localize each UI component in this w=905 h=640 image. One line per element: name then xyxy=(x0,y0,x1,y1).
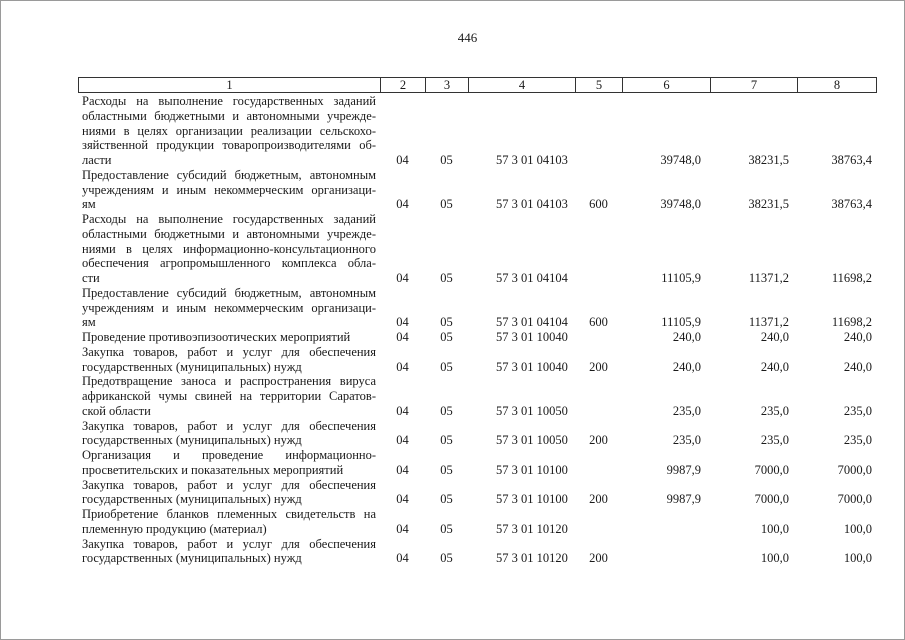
table-row xyxy=(78,537,876,567)
subsection-code: 05 xyxy=(440,492,453,507)
amount-year-3: 7000,0 xyxy=(837,462,872,477)
description-line: ниями в целях организации реализации сельскохо- xyxy=(82,123,376,138)
table-row xyxy=(78,374,876,418)
description-line: Расходы на выполнение государственных заданий xyxy=(82,212,376,226)
target-article-code: 57 3 01 10100 xyxy=(496,462,568,477)
amount-year-1: 235,0 xyxy=(672,403,701,418)
description-line: областными бюджетными и автономными учрежде- xyxy=(82,108,376,123)
page-number: 446 xyxy=(457,30,478,45)
amount-year-2: 38231,5 xyxy=(748,153,789,167)
description-line: ласти xyxy=(82,153,112,167)
subsection-code: 05 xyxy=(440,330,453,344)
amount-year-1: 240,0 xyxy=(672,359,701,374)
amount-year-2: 7000,0 xyxy=(754,462,789,477)
table-row xyxy=(78,478,876,508)
description-line: государственных (муниципальных) нужд xyxy=(82,492,302,507)
row-description xyxy=(78,537,380,567)
description-line: Приобретение бланков племенных свидетельств на xyxy=(82,507,376,521)
amount-year-3: 235,0 xyxy=(843,433,872,448)
description-line: Расходы на выполнение государственных заданий xyxy=(82,94,376,108)
amount-year-2: 11371,2 xyxy=(748,271,789,285)
subsection-code: 05 xyxy=(440,433,453,448)
section-code: 04 xyxy=(396,359,409,374)
table-body xyxy=(78,94,876,566)
table-row xyxy=(78,507,876,537)
description-line: Предоставление субсидий бюджетным, автономным xyxy=(82,285,376,300)
target-article-code: 57 3 01 04104 xyxy=(496,271,568,285)
amount-year-3: 11698,2 xyxy=(831,271,872,285)
amount-year-2: 7000,0 xyxy=(754,492,789,507)
amount-year-2: 100,0 xyxy=(760,521,789,536)
row-description xyxy=(78,478,380,508)
row-description xyxy=(78,507,380,537)
row-description xyxy=(78,94,380,168)
table-row xyxy=(78,419,876,449)
table-row xyxy=(78,168,876,212)
amount-year-3: 240,0 xyxy=(843,330,872,344)
section-code: 04 xyxy=(396,197,409,212)
row-description xyxy=(78,168,380,212)
expense-type-code: 200 xyxy=(589,359,608,374)
amount-year-1: 11105,9 xyxy=(661,271,701,285)
amount-year-1: 235,0 xyxy=(672,433,701,448)
amount-year-3: 100,0 xyxy=(843,551,872,566)
header-col-3: 3 xyxy=(426,78,469,92)
amount-year-3: 7000,0 xyxy=(837,492,872,507)
description-line: ям xyxy=(82,197,96,212)
header-col-5: 5 xyxy=(576,78,623,92)
subsection-code: 05 xyxy=(440,359,453,374)
row-description xyxy=(78,212,380,286)
description-line: Закупка товаров, работ и услуг для обеспечения xyxy=(82,344,376,359)
header-col-1: 1 xyxy=(79,78,381,92)
amount-year-2: 235,0 xyxy=(760,433,789,448)
section-code: 04 xyxy=(396,521,409,536)
description-line: государственных (муниципальных) нужд xyxy=(82,551,302,566)
description-line: ям xyxy=(82,315,96,330)
amount-year-1: 240,0 xyxy=(672,330,701,344)
target-article-code: 57 3 01 04103 xyxy=(496,197,568,212)
section-code: 04 xyxy=(396,492,409,507)
amount-year-2: 235,0 xyxy=(760,403,789,418)
section-code: 04 xyxy=(396,153,409,167)
row-description xyxy=(78,345,380,375)
subsection-code: 05 xyxy=(440,551,453,566)
table-row xyxy=(78,448,876,478)
row-description xyxy=(78,448,380,478)
amount-year-1: 39748,0 xyxy=(660,153,701,167)
table-row xyxy=(78,330,876,345)
target-article-code: 57 3 01 10050 xyxy=(496,433,568,448)
row-description xyxy=(78,330,380,345)
description-line: областными бюджетными и автономными учрежде- xyxy=(82,226,376,241)
amount-year-3: 38763,4 xyxy=(831,197,872,212)
description-line: Закупка товаров, работ и услуг для обеспечения xyxy=(82,536,376,551)
section-code: 04 xyxy=(396,271,409,285)
description-line: Организация и проведение информационно- xyxy=(82,448,376,462)
expense-type-code: 600 xyxy=(589,315,608,330)
expense-type-code: 600 xyxy=(589,197,608,212)
description-line: ниями в целях информационно-консультационного xyxy=(82,241,376,256)
description-line: учреждениям и иным некоммерческим организаци- xyxy=(82,300,376,315)
row-description xyxy=(78,286,380,330)
subsection-code: 05 xyxy=(440,521,453,536)
description-line: Предоставление субсидий бюджетным, автономным xyxy=(82,167,376,182)
subsection-code: 05 xyxy=(440,462,453,477)
description-line: Закупка товаров, работ и услуг для обеспечения xyxy=(82,418,376,433)
amount-year-3: 38763,4 xyxy=(831,153,872,167)
amount-year-1: 9987,9 xyxy=(666,492,701,507)
section-code: 04 xyxy=(396,315,409,330)
amount-year-1: 9987,9 xyxy=(666,462,701,477)
subsection-code: 05 xyxy=(440,315,453,330)
target-article-code: 57 3 01 10040 xyxy=(496,330,568,344)
section-code: 04 xyxy=(396,551,409,566)
table-row xyxy=(78,345,876,375)
section-code: 04 xyxy=(396,433,409,448)
description-line: просветительских и показательных мероприятий xyxy=(82,462,344,477)
expense-type-code: 200 xyxy=(589,492,608,507)
table-row xyxy=(78,212,876,286)
subsection-code: 05 xyxy=(440,271,453,285)
target-article-code: 57 3 01 10050 xyxy=(496,403,568,418)
row-description xyxy=(78,419,380,449)
amount-year-3: 240,0 xyxy=(843,359,872,374)
amount-year-2: 11371,2 xyxy=(748,315,789,330)
target-article-code: 57 3 01 10040 xyxy=(496,359,568,374)
description-line: государственных (муниципальных) нужд xyxy=(82,433,302,448)
description-line: племенную продукцию (материал) xyxy=(82,521,267,536)
header-col-7: 7 xyxy=(711,78,798,92)
expense-type-code: 200 xyxy=(589,433,608,448)
description-line: Предотвращение заноса и распространения вируса xyxy=(82,374,376,389)
row-description xyxy=(78,374,380,418)
subsection-code: 05 xyxy=(440,197,453,212)
amount-year-2: 100,0 xyxy=(760,551,789,566)
description-line: ской области xyxy=(82,403,151,418)
amount-year-2: 38231,5 xyxy=(748,197,789,212)
description-line: африканской чумы свиней на территории Саратов- xyxy=(82,389,376,403)
header-col-2: 2 xyxy=(381,78,426,92)
description-line: сти xyxy=(82,271,100,285)
target-article-code: 57 3 01 10120 xyxy=(496,521,568,536)
target-article-code: 57 3 01 10100 xyxy=(496,492,568,507)
table-header-row xyxy=(78,77,877,93)
amount-year-3: 100,0 xyxy=(843,521,872,536)
header-col-8: 8 xyxy=(833,78,841,92)
description-line: государственных (муниципальных) нужд xyxy=(82,359,302,374)
header-col-6: 6 xyxy=(623,78,711,92)
table-row xyxy=(78,286,876,330)
subsection-code: 05 xyxy=(440,153,453,167)
description-line: Проведение противоэпизоотических мероприятий xyxy=(82,330,351,344)
description-line: Закупка товаров, работ и услуг для обеспечения xyxy=(82,477,376,492)
target-article-code: 57 3 01 04103 xyxy=(496,153,568,167)
amount-year-1: 39748,0 xyxy=(660,197,701,212)
amount-year-3: 11698,2 xyxy=(831,315,872,330)
description-line: обеспечения агропромышленного комплекса обла- xyxy=(82,256,376,271)
subsection-code: 05 xyxy=(440,403,453,418)
description-line: учреждениям и иным некоммерческим организаци- xyxy=(82,182,376,197)
expense-type-code: 200 xyxy=(589,551,608,566)
amount-year-1: 11105,9 xyxy=(661,315,701,330)
amount-year-2: 240,0 xyxy=(760,330,789,344)
target-article-code: 57 3 01 04104 xyxy=(496,315,568,330)
table-row xyxy=(78,94,876,168)
amount-year-3: 235,0 xyxy=(843,403,872,418)
target-article-code: 57 3 01 10120 xyxy=(496,551,568,566)
amount-year-2: 240,0 xyxy=(760,359,789,374)
section-code: 04 xyxy=(396,330,409,344)
section-code: 04 xyxy=(396,403,409,418)
header-col-4: 4 xyxy=(469,78,576,92)
description-line: зяйственной продукции товаропроизводителями об- xyxy=(82,138,376,153)
section-code: 04 xyxy=(396,462,409,477)
